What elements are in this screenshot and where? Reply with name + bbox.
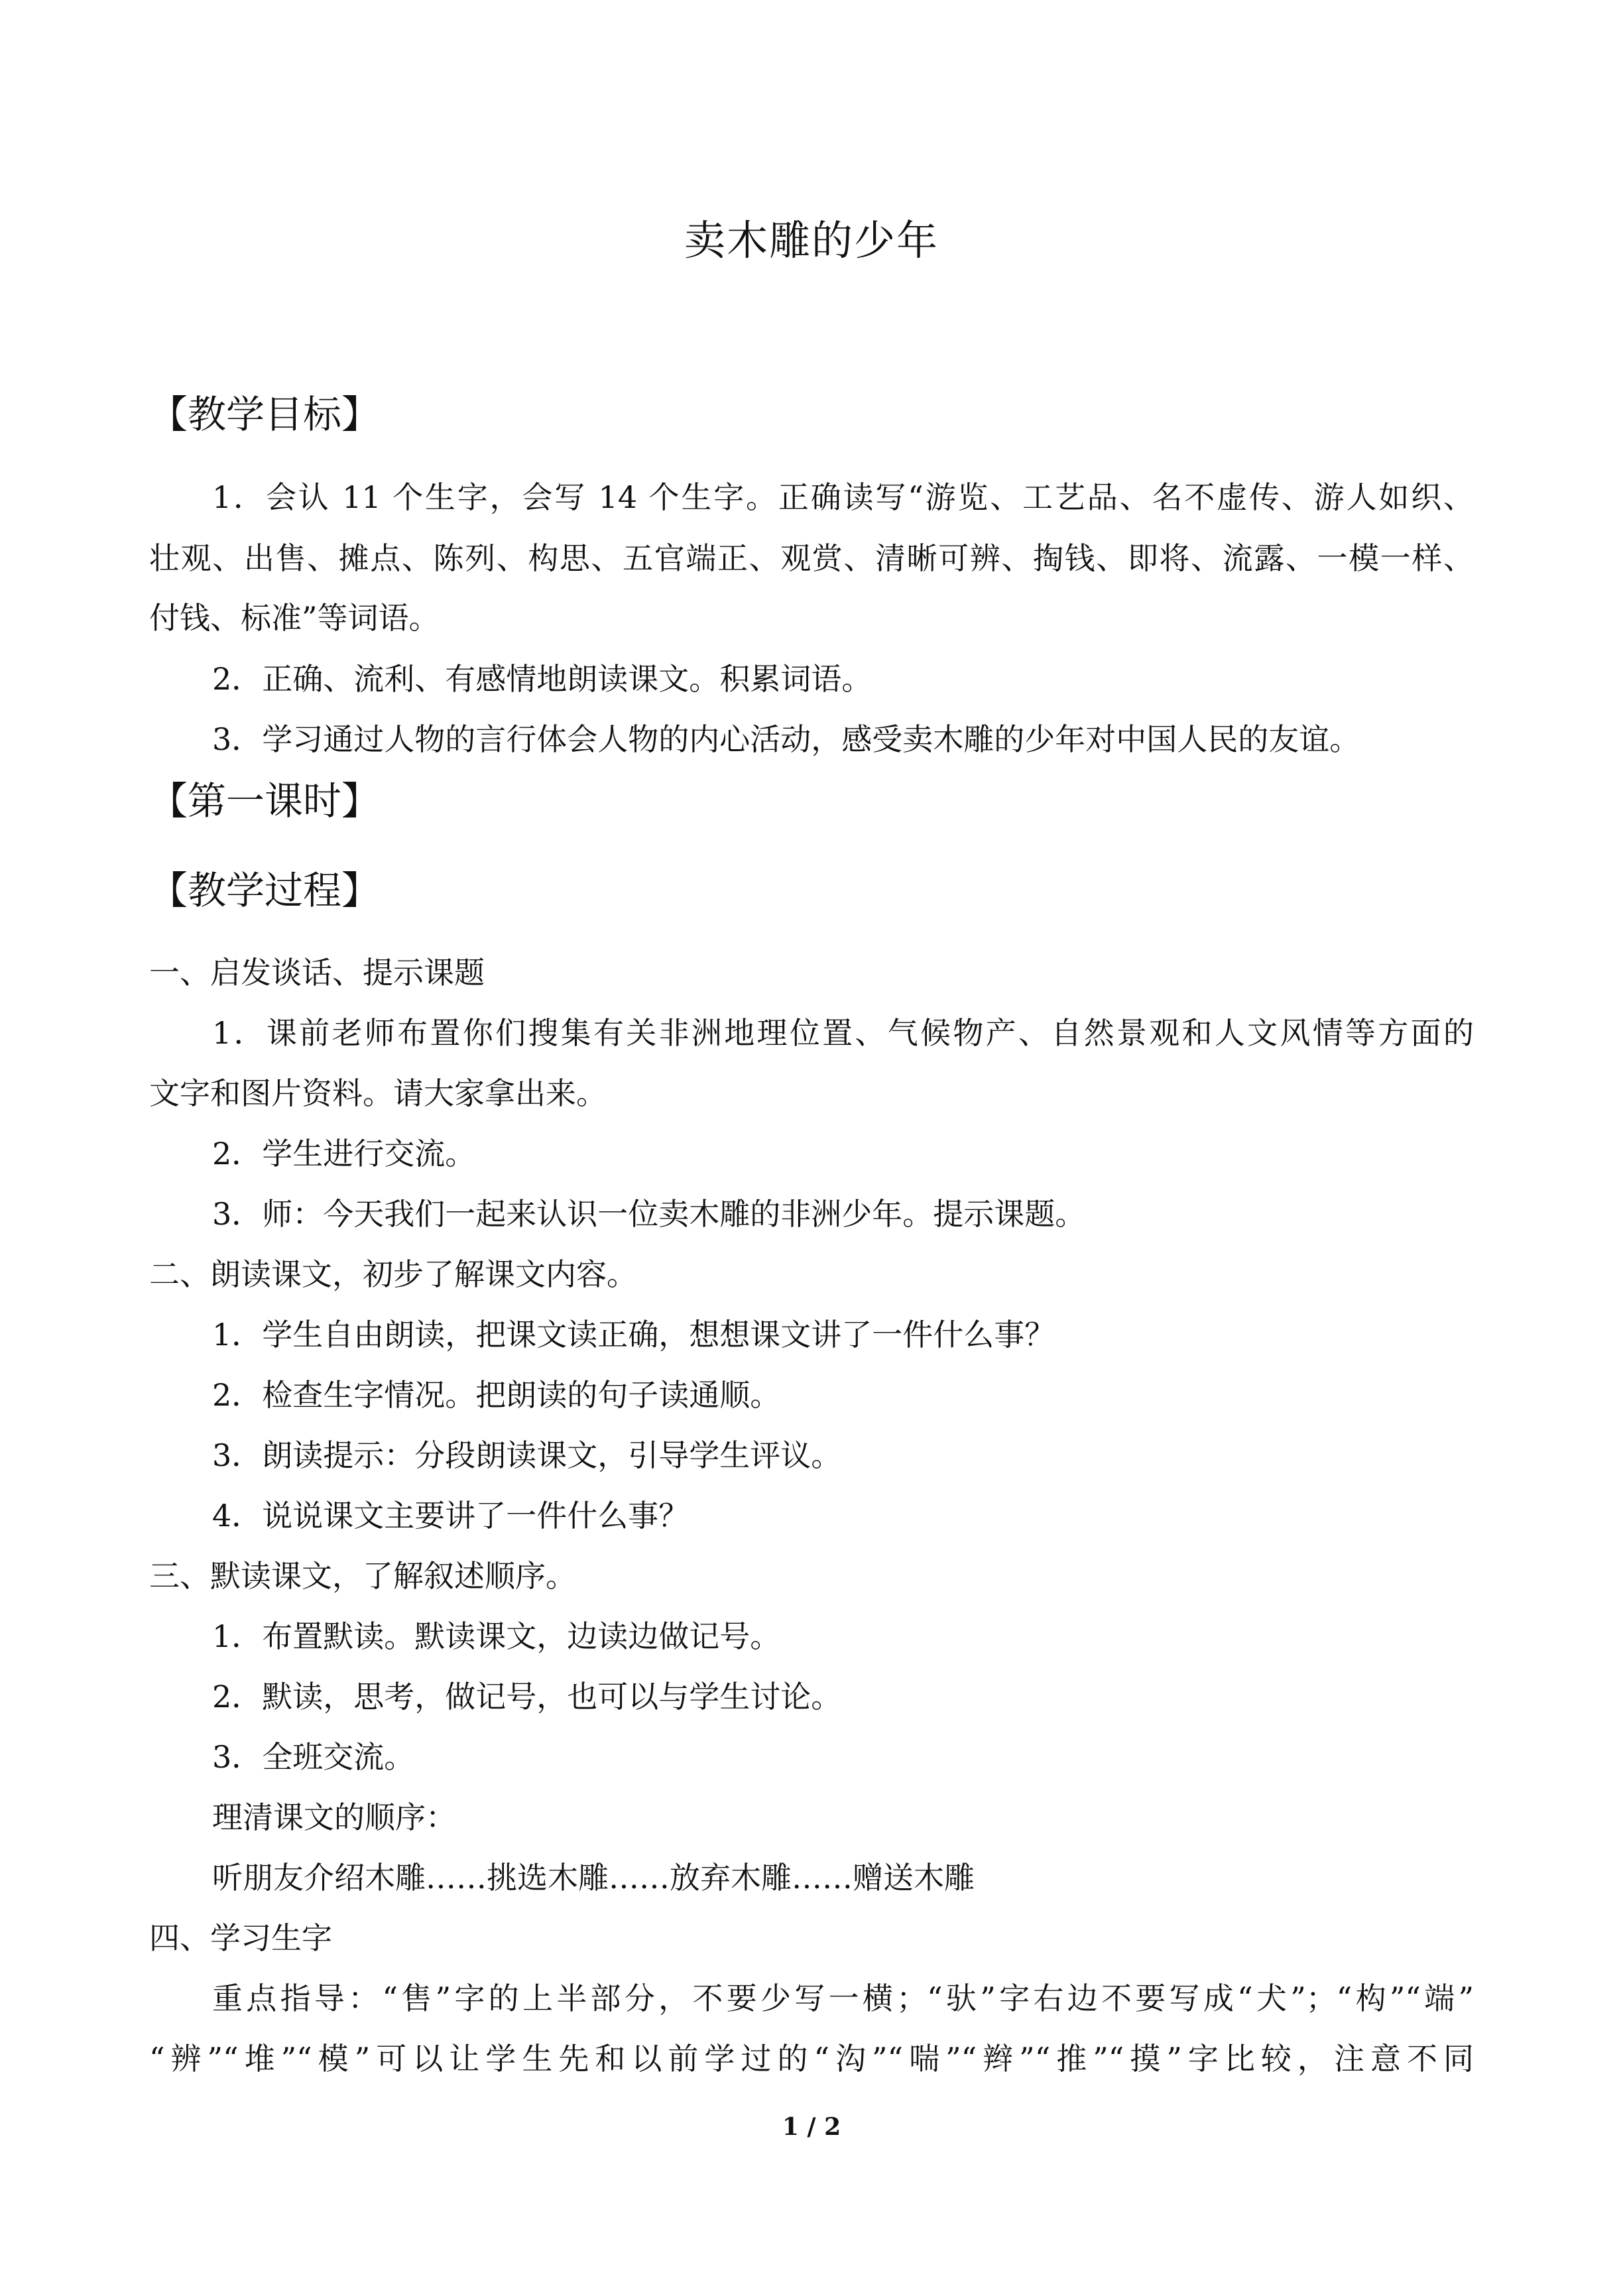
section3-line-4: 理清课文的顺序： — [212, 1799, 456, 1835]
section3-title: 三、默读课文，了解叙述顺序。 — [149, 1558, 576, 1594]
heading-objectives: 【教学目标】 — [149, 392, 381, 437]
section3-line-1: 1．布置默读。默读课文，边读边做记号。 — [212, 1618, 781, 1654]
section2-line-1: 1．学生自由朗读，把课文读正确，想想课文讲了一件什么事？ — [212, 1317, 1055, 1353]
objective-line-3: 付钱、标准”等词语。 — [149, 600, 440, 636]
page-title: 卖木雕的少年 — [684, 216, 939, 265]
section4-line-1: 重点指导：“售”字的上半部分，不要少写一横；“驮”字右边不要写成“犬”；“构”“端” — [212, 1980, 1474, 2016]
objective-line-1: 1．会认 11 个生字，会写 14 个生字。正确读写“游览、工艺品、名不虚传、游人如织、 — [212, 479, 1474, 515]
section3-line-2: 2．默读，思考，做记号，也可以与学生讨论。 — [212, 1679, 842, 1715]
section1-line-1: 1．课前老师布置你们搜集有关非洲地理位置、气候物产、自然景观和人文风情等方面的 — [212, 1015, 1474, 1051]
section1-line-4: 3．师：今天我们一起来认识一位卖木雕的非洲少年。提示课题。 — [212, 1196, 1086, 1232]
heading-first-period: 【第一课时】 — [149, 778, 381, 823]
section2-line-2: 2．检查生字情况。把朗读的句子读通顺。 — [212, 1377, 781, 1413]
section1-line-2: 文字和图片资料。请大家拿出来。 — [149, 1075, 607, 1111]
section4-title: 四、学习生字 — [149, 1920, 332, 1956]
section3-line-5: 听朋友介绍木雕……挑选木雕……放弃木雕……赠送木雕 — [212, 1860, 975, 1896]
page-number: 1 / 2 — [782, 2113, 841, 2141]
section1-line-3: 2．学生进行交流。 — [212, 1136, 476, 1172]
section2-line-4: 4．说说课文主要讲了一件什么事？ — [212, 1498, 690, 1534]
section2-line-3: 3．朗读提示：分段朗读课文，引导学生评议。 — [212, 1437, 842, 1473]
heading-process: 【教学过程】 — [149, 868, 381, 913]
objective-line-2: 壮观、出售、摊点、陈列、构思、五官端正、观赏、清晰可辨、掏钱、即将、流露、一模一样、 — [149, 540, 1474, 576]
objective-line-5: 3．学习通过人物的言行体会人物的内心活动，感受卖木雕的少年对中国人民的友谊。 — [212, 721, 1360, 757]
section4-line-2: “辨”“堆”“模”可以让学生先和以前学过的“沟”“喘”“辫”“推”“摸”字比较，注意不同 — [149, 2041, 1474, 2077]
section2-title: 二、朗读课文，初步了解课文内容。 — [149, 1256, 637, 1292]
objective-line-4: 2．正确、流利、有感情地朗读课文。积累词语。 — [212, 661, 872, 697]
section3-line-3: 3．全班交流。 — [212, 1739, 415, 1775]
section1-title: 一、启发谈话、提示课题 — [149, 955, 485, 991]
